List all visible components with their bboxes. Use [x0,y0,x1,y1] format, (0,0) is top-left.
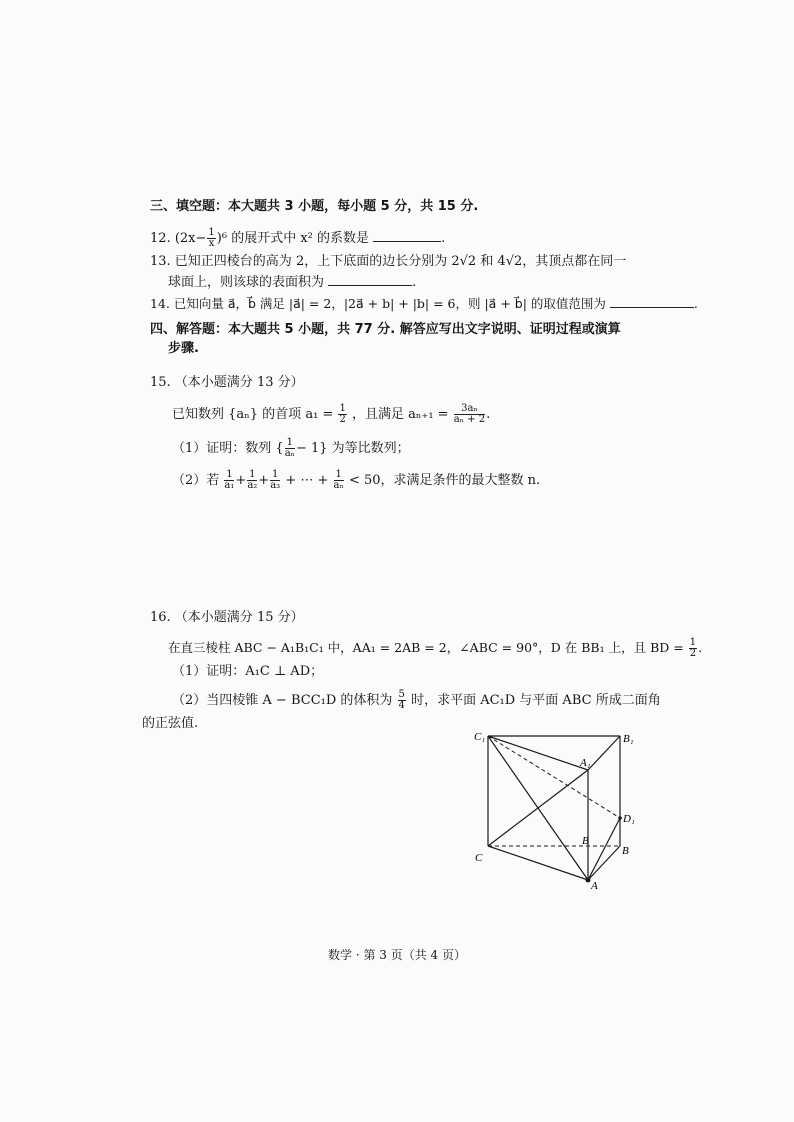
q15-part1-a: （1）证明：数列 { [172,441,284,456]
edge-a-d [588,818,620,880]
question-16-stem [168,638,702,659]
edge-a1-b1 [588,736,620,770]
point-a [586,878,591,883]
section-3-heading: 三、填空题：本大题共 3 小题，每小题 5 分，共 15 分. [150,199,479,214]
question-13-line1: 13. 已知正四棱台的高为 2，上下底面的边长分别为 2√2 和 4√2，其顶点都在同一 [150,254,627,269]
edge-c-a [488,846,588,880]
q12-expr: (2x− [174,231,207,246]
question-16-header: 16. （本小题满分 15 分） [150,610,304,625]
label-b-mid: B [582,835,589,847]
label-a1: A₁ [580,757,591,769]
question-15-header: 15. （本小题满分 13 分） [150,375,304,390]
q12-number: 12. [150,231,171,246]
question-16-part2 [172,690,661,711]
q15-stem-a: 已知数列 {aₙ} 的首项 a₁ = [172,407,334,422]
q12-frac-den: x [208,238,215,249]
label-b1: B₁ [623,733,634,745]
q15-a1-den: 2 [339,414,346,425]
q15-term-3-den: a₃ [270,480,281,491]
q15-recurrence-fraction [454,404,485,425]
q14-answer-blank[interactable] [610,295,694,308]
question-12 [150,228,445,249]
question-16-part1: （1）证明：A₁C ⊥ AD； [172,664,324,679]
edge-a-b [588,846,620,880]
question-15-part1 [172,438,410,459]
q16-vol-num: 5 [398,689,405,700]
q15-rec-num: 3aₙ [454,404,485,415]
q15-term-3-num: 1 [272,469,279,480]
question-13-line2 [168,273,416,291]
q15-a1-fraction [338,404,346,425]
q15-term-2-den: a₂ [247,480,258,491]
q15-term-n [334,470,344,491]
q15-term-n-num: 1 [335,469,342,480]
q15-term-3 [270,470,280,491]
q14-end: . [693,296,698,311]
q15-part2-b: + ⋯ + [285,473,329,488]
q13-text: 球面上，则该球的表面积为 [168,275,325,290]
question-16-part2-line2: 的正弦值. [142,716,199,731]
q16-bd-den: 2 [689,648,697,659]
page-footer: 数学 · 第 3 页（共 4 页） [328,948,466,962]
q15-part2-c: < 50，求满足条件的最大整数 n. [348,473,541,488]
q12-fraction [207,228,215,249]
edge-c1-a1 [488,736,588,770]
label-c: C [475,852,483,864]
q15-term-2-num: 1 [249,469,256,480]
edge-c-a1 [488,770,588,846]
label-c1: C₁ [474,731,486,743]
q16-bd-fraction [689,638,697,659]
q15-part1-b: − 1} 为等比数列； [295,441,410,456]
q12-end: . [441,231,446,246]
q12-answer-blank[interactable] [373,229,441,242]
q15-part1-num: 1 [286,437,294,448]
q16-volume-fraction [398,690,406,711]
q16-vol-den: 4 [398,700,405,711]
q15-term-1-den: a₁ [224,480,235,491]
q15-term-1 [224,470,234,491]
q16-stem-a: 在直三棱柱 ABC − A₁B₁C₁ 中，AA₁ = 2AB = 2，∠ABC = 90°，D 在 BB₁ 上，且 BD = [168,640,684,655]
q12-text: 的展开式中 x² 的系数是 [231,231,370,246]
q13-end: . [412,275,417,290]
q16-part2-a: （2）当四棱锥 A − BCC₁D 的体积为 [172,693,393,708]
q15-part1-den: aₙ [284,448,295,459]
q15-stem-b: ，且满足 aₙ₊₁ = [351,407,449,422]
dashed-c1-d [488,736,620,818]
q13-answer-blank[interactable] [328,273,412,286]
q15-term-2 [247,470,257,491]
q15-part2-a: （2）若 [172,473,220,488]
label-b: B [622,845,629,857]
question-15-stem [172,404,490,425]
q15-term-n-den: aₙ [333,480,344,491]
q12-frac-num: 1 [208,227,215,238]
q15-part1-fraction [285,438,295,459]
q15-stem-c: . [486,407,491,422]
label-a: A [591,880,598,892]
q15-term-1-num: 1 [226,469,233,480]
point-d [618,816,622,820]
section-4-heading-line1: 四、解答题：本大题共 5 小题，共 77 分. 解答应写出文字说明、证明过程或演算 [150,322,621,337]
q12-expr-tail: )⁶ [216,231,228,246]
label-d1: D₁ [623,813,635,825]
question-14 [150,295,698,312]
question-15-part2: （2）若 $\frac{1}{\text{a₁}}$ + $\frac{1}{\text{a₂}}$ + $\frac{1}{\text{a₃}}$ + ⋯ + $\frac{1}{\text{aₙ}}$ < 50，求满足条件的最大整数 n. [172,469,541,491]
prism-figure [470,722,650,892]
section-4-heading-line2: 步骤. [168,341,199,356]
q16-part2-b: 时，求平面 AC₁D 与平面 ABC 所成二面角 [411,693,661,708]
q16-stem-b: . [698,640,703,655]
q16-bd-num: 1 [689,637,697,648]
q15-rec-den: aₙ + 2 [453,414,486,425]
q15-a1-num: 1 [339,403,346,414]
q14-text: 14. 已知向量 a⃗，b⃗ 满足 |a⃗| = 2，|2a⃗ + b| + |b| = 6，则 |a⃗ + b⃗| 的取值范围为 [150,296,606,311]
